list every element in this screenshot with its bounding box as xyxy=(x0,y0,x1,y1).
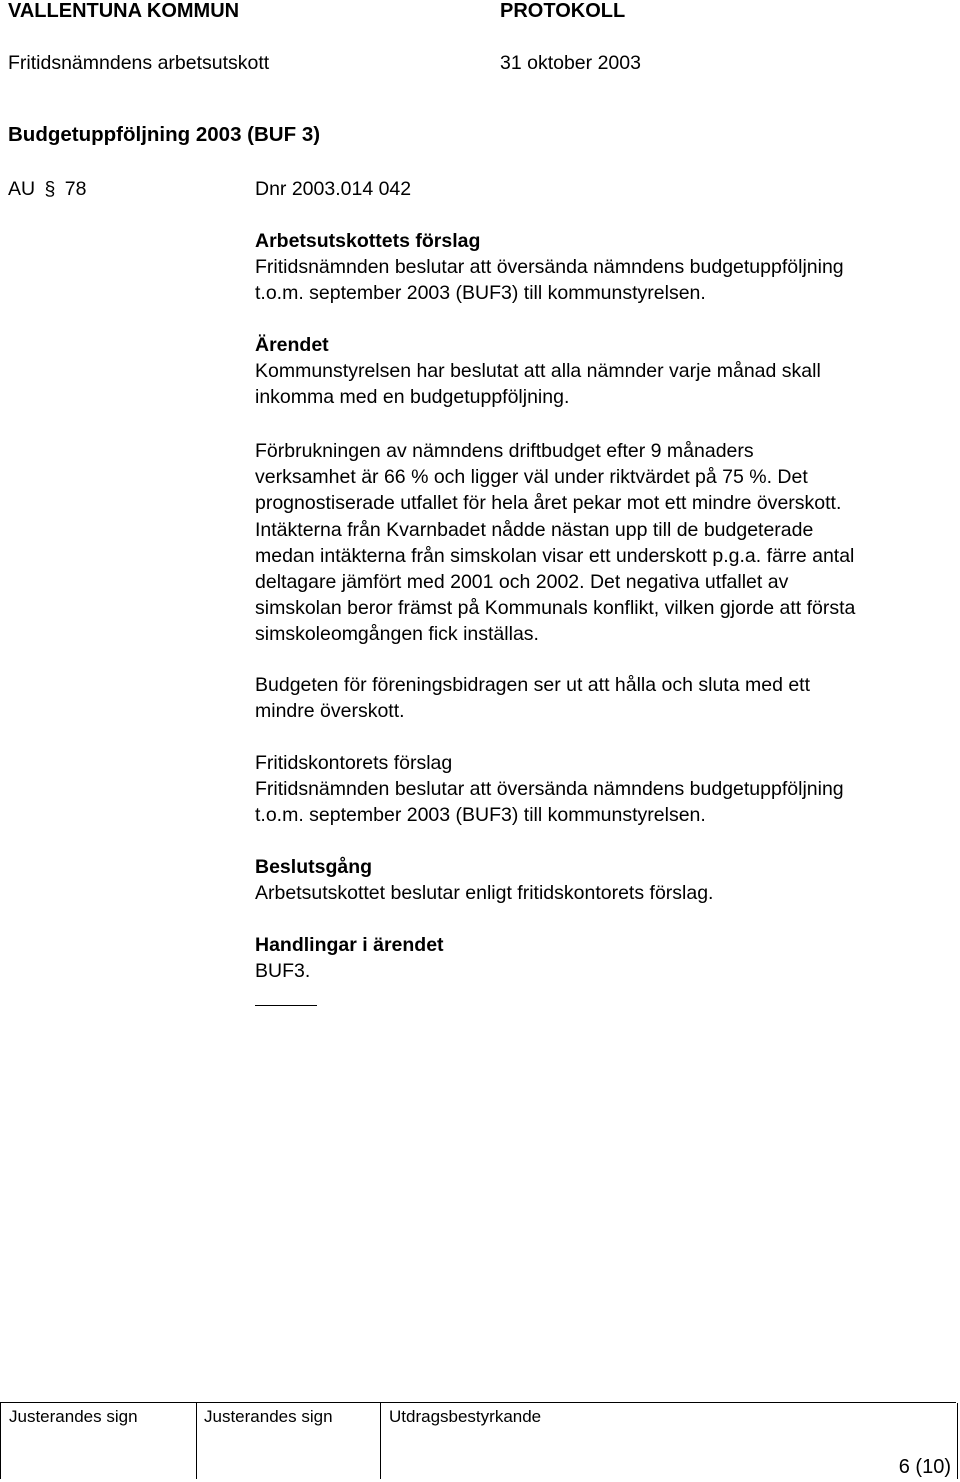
org-name: VALLENTUNA KOMMUN xyxy=(8,0,240,22)
committee-name: Fritidsnämndens arbetsutskott xyxy=(8,52,270,74)
office-section xyxy=(255,750,955,829)
body-line: Förbrukningen av nämndens driftbudget efter 9 månaders xyxy=(255,440,754,462)
signature-footer xyxy=(0,1402,956,1479)
sign-cell-1 xyxy=(0,1403,197,1479)
body-line: Intäkterna från Kvarnbadet nådde nästan upp till de budgeterade xyxy=(255,518,814,541)
body-line: deltagare jämfört med 2001 och 2002. Det negativa utfallet av xyxy=(255,571,789,594)
docs-line: BUF3. xyxy=(255,960,311,983)
body-line: simskoleomgången fick inställas. xyxy=(255,623,539,646)
proposal-line: Fritidsnämnden beslutar att översända nämndens budgetuppföljning xyxy=(255,256,844,279)
matter-line: inkomma med en budgetuppföljning. xyxy=(255,386,570,409)
office-line: t.o.m. september 2003 (BUF3) till kommunstyrelsen. xyxy=(255,804,706,827)
body-line: verksamhet är 66 % och ligger väl under riktvärdet på 75 %. Det xyxy=(255,466,808,489)
page-number: 6 (10) xyxy=(898,1456,951,1478)
proposal-heading: Arbetsutskottets förslag xyxy=(255,230,481,252)
page-title: Budgetuppföljning 2003 (BUF 3) xyxy=(8,123,321,146)
body-section xyxy=(255,438,955,648)
paragraph-number: 78 xyxy=(64,178,87,200)
meeting-date: 31 oktober 2003 xyxy=(500,52,641,74)
body-line: medan intäkterna från simskolan visar ett underskott p.g.a. färre antal xyxy=(255,544,855,567)
sign-label-1: Justerandes sign xyxy=(9,1407,138,1426)
dnr-ref: Dnr 2003.014 042 xyxy=(255,178,412,200)
sign-cell-2 xyxy=(196,1403,381,1479)
sign-label-2: Justerandes sign xyxy=(204,1407,333,1426)
end-rule xyxy=(255,1005,317,1006)
au-label: AU xyxy=(8,178,36,200)
docs-heading: Handlingar i ärendet xyxy=(255,934,444,956)
process-line: Arbetsutskottet beslutar enligt fritidskontorets förslag. xyxy=(255,882,714,905)
process-heading: Beslutsgång xyxy=(255,856,373,878)
grants-line: Budgeten för föreningsbidragen ser ut att hålla och sluta med ett xyxy=(255,674,811,696)
grants-section xyxy=(255,672,955,724)
docs-section xyxy=(255,932,955,984)
matter-section xyxy=(255,332,955,411)
process-section xyxy=(255,854,955,906)
sign-cell-3 xyxy=(380,1403,958,1479)
office-line: Fritidsnämnden beslutar att översända nämndens budgetuppföljning xyxy=(255,778,844,801)
paragraph-ref xyxy=(8,176,87,202)
document-type: PROTOKOLL xyxy=(500,0,626,22)
matter-line: Kommunstyrelsen har beslutat att alla nämnder varje månad skall xyxy=(255,360,821,383)
body-line: prognostiserade utfallet för hela året pekar mot ett mindre överskott. xyxy=(255,492,842,515)
office-heading: Fritidskontorets förslag xyxy=(255,752,453,774)
section-sign: § xyxy=(44,178,56,200)
proposal-section xyxy=(255,228,955,307)
body-line: simskolan beror främst på Kommunals konflikt, vilken gjorde att första xyxy=(255,597,856,620)
matter-heading: Ärendet xyxy=(255,334,329,356)
certification-label: Utdragsbestyrkande xyxy=(389,1407,542,1426)
grants-line: mindre överskott. xyxy=(255,700,405,723)
proposal-line: t.o.m. september 2003 (BUF3) till kommunstyrelsen. xyxy=(255,282,706,305)
